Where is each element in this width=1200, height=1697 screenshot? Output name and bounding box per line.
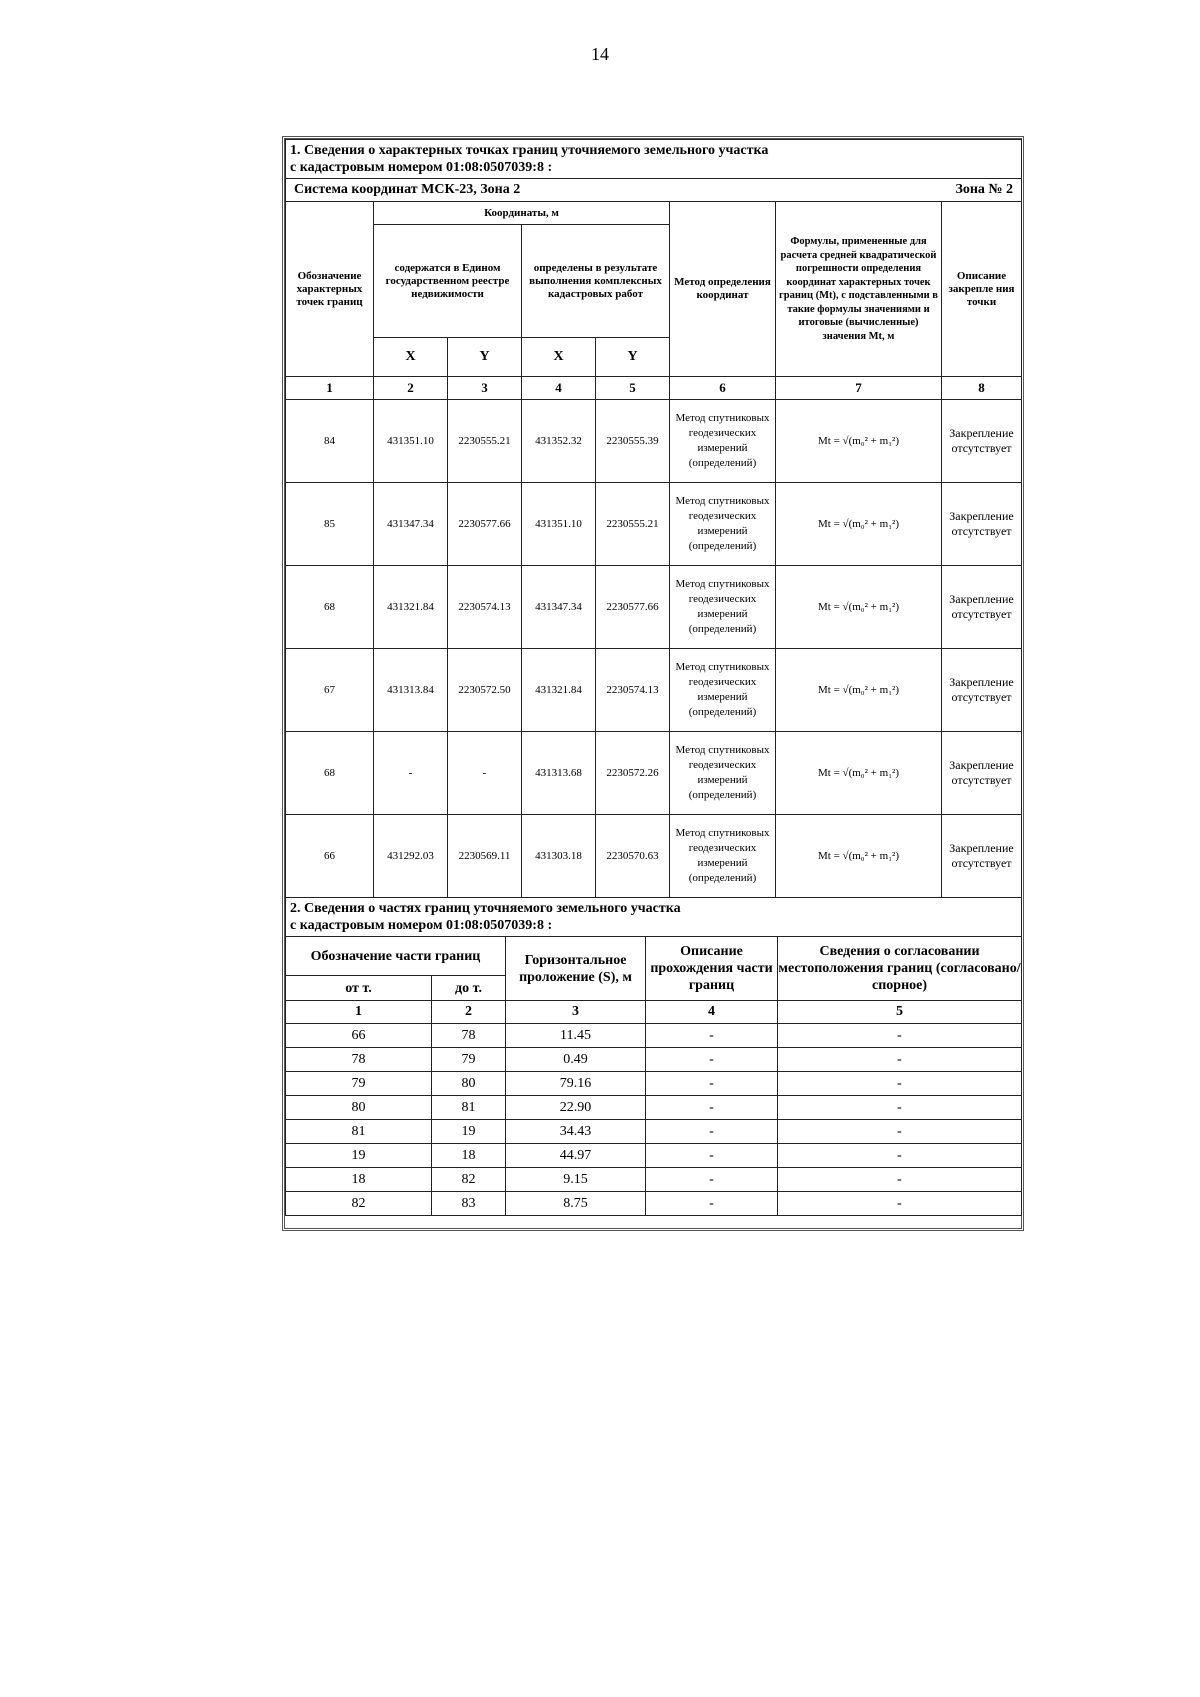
col-number: 2 — [432, 1001, 506, 1024]
coord-system: Система координат МСК-23, Зона 2 — [286, 179, 942, 202]
cell-desc: - — [646, 1072, 778, 1096]
cell-x2: 431303.18 — [522, 815, 596, 898]
cell-point: 66 — [286, 815, 374, 898]
cell-method: Метод спутниковых геодезических измерений (определений) — [670, 815, 776, 898]
cell-method: Метод спутниковых геодезических измерений (определений) — [670, 566, 776, 649]
cell-formula: Mt = √(m₀² + m₁²) — [776, 400, 942, 483]
cell-to: 78 — [432, 1024, 506, 1048]
table-row — [286, 1048, 1022, 1072]
header-y2: Y — [596, 338, 670, 377]
cell-y2: 2230555.21 — [596, 483, 670, 566]
cell-s: 22.90 — [506, 1096, 646, 1120]
cell-x1: 431351.10 — [374, 400, 448, 483]
cell-point: 68 — [286, 732, 374, 815]
cell-to: 82 — [432, 1168, 506, 1192]
cell-s: 44.97 — [506, 1144, 646, 1168]
table-row — [286, 649, 1022, 732]
col-number: 8 — [942, 377, 1022, 400]
cell-s: 79.16 — [506, 1072, 646, 1096]
cell-from: 80 — [286, 1096, 432, 1120]
col-number: 4 — [522, 377, 596, 400]
cell-agree: - — [778, 1120, 1022, 1144]
cell-x2: 431347.34 — [522, 566, 596, 649]
cell-y2: 2230572.26 — [596, 732, 670, 815]
cell-from: 18 — [286, 1168, 432, 1192]
cell-method: Метод спутниковых геодезических измерений (определений) — [670, 400, 776, 483]
table-row — [286, 566, 1022, 649]
col-number: 7 — [776, 377, 942, 400]
col-number: 5 — [778, 1001, 1022, 1024]
cell-y1: 2230555.21 — [448, 400, 522, 483]
cell-from: 66 — [286, 1024, 432, 1048]
cell-desc: - — [646, 1120, 778, 1144]
cell-from: 78 — [286, 1048, 432, 1072]
parts-table — [285, 898, 1022, 1228]
cell-formula: Mt = √(m₀² + m₁²) — [776, 732, 942, 815]
document-frame — [282, 136, 1024, 1231]
cell-fixing: Закрепление отсутствует — [942, 566, 1022, 649]
table-row — [286, 1192, 1022, 1216]
col-number: 5 — [596, 377, 670, 400]
col-number: 4 — [646, 1001, 778, 1024]
section2-title — [286, 898, 1022, 937]
cell-x1: 431347.34 — [374, 483, 448, 566]
cell-agree: - — [778, 1048, 1022, 1072]
page-number: 14 — [591, 44, 609, 64]
table-row — [286, 1120, 1022, 1144]
table-row — [286, 815, 1022, 898]
cell-s: 8.75 — [506, 1192, 646, 1216]
cell-formula: Mt = √(m₀² + m₁²) — [776, 566, 942, 649]
cell-y1: 2230569.11 — [448, 815, 522, 898]
cell-y2: 2230555.39 — [596, 400, 670, 483]
cell-desc: - — [646, 1096, 778, 1120]
cell-y1: 2230577.66 — [448, 483, 522, 566]
cell-to: 80 — [432, 1072, 506, 1096]
cell-to: 19 — [432, 1120, 506, 1144]
cell-fixing: Закрепление отсутствует — [942, 400, 1022, 483]
cell-s: 34.43 — [506, 1120, 646, 1144]
cell-to: 81 — [432, 1096, 506, 1120]
cell-point: 85 — [286, 483, 374, 566]
points-table — [285, 139, 1022, 898]
cell-to: 18 — [432, 1144, 506, 1168]
header-method: Метод определения координат — [670, 202, 776, 377]
header-coords: Координаты, м — [374, 202, 670, 225]
cell-formula: Mt = √(m₀² + m₁²) — [776, 649, 942, 732]
cell-x1: 431292.03 — [374, 815, 448, 898]
table-bottom-spacer — [286, 1216, 1022, 1229]
cell-y1: 2230572.50 — [448, 649, 522, 732]
cell-agree: - — [778, 1192, 1022, 1216]
cell-x1: 431313.84 — [374, 649, 448, 732]
table-row — [286, 1168, 1022, 1192]
header-part: Обозначение части границ — [286, 937, 506, 976]
cell-y2: 2230570.63 — [596, 815, 670, 898]
header-description: Описание прохождения части границ — [646, 937, 778, 1001]
section1-title-line2: с кадастровым номером 01:08:0507039:8 : — [290, 160, 553, 175]
cell-agree: - — [778, 1096, 1022, 1120]
table-row — [286, 483, 1022, 566]
cell-method: Метод спутниковых геодезических измерений (определений) — [670, 649, 776, 732]
cell-desc: - — [646, 1024, 778, 1048]
cell-x1: - — [374, 732, 448, 815]
table-row — [286, 1072, 1022, 1096]
col-number: 3 — [506, 1001, 646, 1024]
cell-x2: 431352.32 — [522, 400, 596, 483]
cell-fixing: Закрепление отсутствует — [942, 732, 1022, 815]
cell-point: 84 — [286, 400, 374, 483]
cell-agree: - — [778, 1072, 1022, 1096]
cell-fixing: Закрепление отсутствует — [942, 649, 1022, 732]
table-row — [286, 732, 1022, 815]
cell-desc: - — [646, 1048, 778, 1072]
table-row — [286, 1096, 1022, 1120]
cell-agree: - — [778, 1024, 1022, 1048]
col-number: 3 — [448, 377, 522, 400]
cell-x1: 431321.84 — [374, 566, 448, 649]
header-x2: X — [522, 338, 596, 377]
cell-method: Метод спутниковых геодезических измерений (определений) — [670, 732, 776, 815]
header-x1: X — [374, 338, 448, 377]
cell-y1: - — [448, 732, 522, 815]
table-row — [286, 400, 1022, 483]
header-y1: Y — [448, 338, 522, 377]
cell-agree: - — [778, 1144, 1022, 1168]
section2-title-line2: с кадастровым номером 01:08:0507039:8 : — [290, 918, 553, 933]
cell-y2: 2230574.13 — [596, 649, 670, 732]
cell-from: 82 — [286, 1192, 432, 1216]
section2-title-line1: 2. Сведения о частях границ уточняемого земельного участка — [290, 901, 681, 916]
cell-desc: - — [646, 1144, 778, 1168]
table-row — [286, 1144, 1022, 1168]
cell-to: 79 — [432, 1048, 506, 1072]
cell-fixing: Закрепление отсутствует — [942, 483, 1022, 566]
header-egrn: содержатся в Едином государственном реестре недвижимости — [374, 225, 522, 338]
cell-from: 79 — [286, 1072, 432, 1096]
header-determined: определены в результате выполнения комплексных кадастровых работ — [522, 225, 670, 338]
cell-s: 0.49 — [506, 1048, 646, 1072]
cell-y2: 2230577.66 — [596, 566, 670, 649]
cell-method: Метод спутниковых геодезических измерений (определений) — [670, 483, 776, 566]
col-number: 6 — [670, 377, 776, 400]
cell-s: 9.15 — [506, 1168, 646, 1192]
cell-s: 11.45 — [506, 1024, 646, 1048]
header-agreement: Сведения о согласовании местоположения границ (согласовано/спорное) — [778, 937, 1022, 1001]
cell-point: 68 — [286, 566, 374, 649]
header-from: от т. — [286, 976, 432, 1001]
cell-x2: 431351.10 — [522, 483, 596, 566]
col-number: 1 — [286, 1001, 432, 1024]
cell-desc: - — [646, 1168, 778, 1192]
header-fixing: Описание закрепле ния точки — [942, 202, 1022, 377]
cell-from: 19 — [286, 1144, 432, 1168]
cell-desc: - — [646, 1192, 778, 1216]
cell-fixing: Закрепление отсутствует — [942, 815, 1022, 898]
section1-title — [286, 140, 1022, 179]
cell-from: 81 — [286, 1120, 432, 1144]
cell-y1: 2230574.13 — [448, 566, 522, 649]
header-to: до т. — [432, 976, 506, 1001]
cell-x2: 431321.84 — [522, 649, 596, 732]
cell-formula: Mt = √(m₀² + m₁²) — [776, 815, 942, 898]
zone-label: Зона № 2 — [942, 179, 1022, 202]
cell-to: 83 — [432, 1192, 506, 1216]
cell-formula: Mt = √(m₀² + m₁²) — [776, 483, 942, 566]
col-number: 2 — [374, 377, 448, 400]
col-number: 1 — [286, 377, 374, 400]
cell-point: 67 — [286, 649, 374, 732]
table-row — [286, 1024, 1022, 1048]
cell-x2: 431313.68 — [522, 732, 596, 815]
header-horizontal: Горизонтальное проложение (S), м — [506, 937, 646, 1001]
header-formulas: Формулы, примененные для расчета средней квадратической погрешности определения координат характерных точек границ (Mt), с подставленными в такие формулы значениями и итоговые (вычисленные) значения Mt, м — [776, 202, 942, 377]
header-point: Обозначение характерных точек границ — [286, 202, 374, 377]
section1-title-line1: 1. Сведения о характерных точках границ уточняемого земельного участка — [290, 143, 769, 158]
cell-agree: - — [778, 1168, 1022, 1192]
